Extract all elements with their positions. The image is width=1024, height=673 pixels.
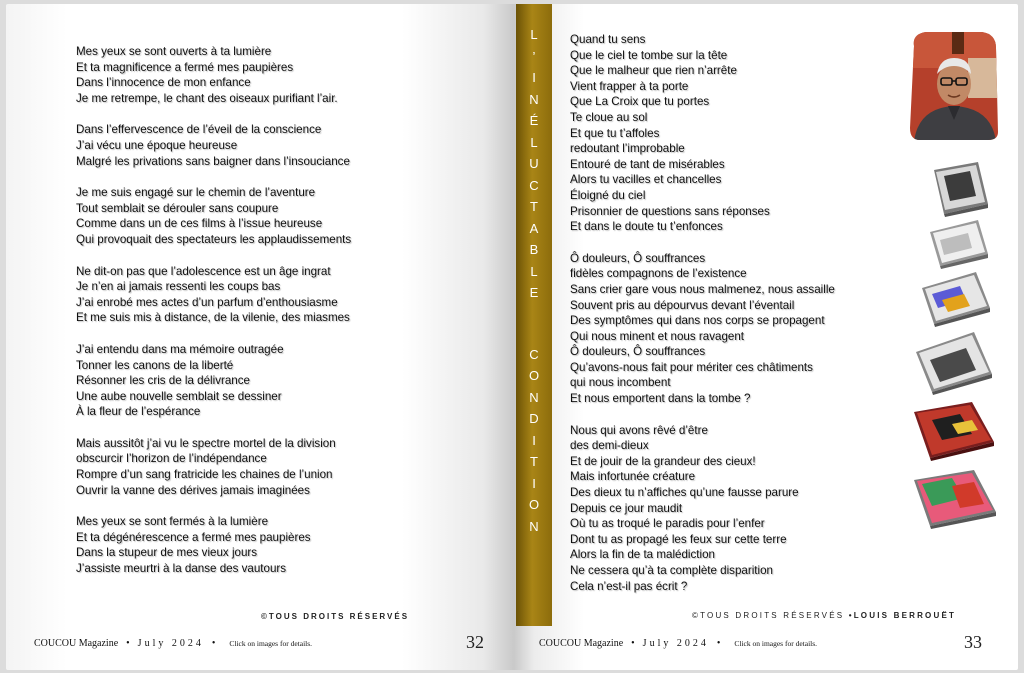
footer-separator: • — [631, 638, 635, 649]
right-footer — [539, 638, 817, 649]
title-letter: B — [529, 242, 539, 257]
poem-line: redoutant l’improbable — [570, 142, 685, 156]
book-cover-1-icon[interactable] — [930, 160, 992, 218]
book-cover-4-icon[interactable] — [914, 330, 996, 396]
poem-line: Où tu as troqué le paradis pour l’enfer — [570, 517, 765, 531]
page-number-right: 33 — [964, 632, 982, 652]
poem-line: Et me suis mis à distance, de la vilenie, des miasmes — [76, 311, 350, 325]
poem-line: Prisonnier de questions sans réponses — [570, 204, 770, 218]
title-letter: C — [529, 346, 539, 362]
title-letter — [516, 304, 552, 344]
poem-line: Dans l’innocence de mon enfance — [76, 76, 251, 90]
footer-date: July 2024 — [137, 638, 204, 649]
poem-line: Et dans le doute tu t’enfonces — [570, 220, 723, 234]
left-copyright: ©TOUS DROITS RÉSERVÉS — [261, 612, 410, 621]
title-letter: N — [529, 389, 539, 405]
poem-line: Et que tu t’affoles — [570, 126, 660, 140]
poem-line: Souvent pris au dépourvus devant l’éventail — [570, 298, 795, 312]
stanza — [570, 423, 835, 595]
poem-line: Malgré les privations sans baigner dans l’insouciance — [76, 154, 350, 168]
poem-line: Sans crier gare vous nous malmenez, nous assaille — [570, 282, 835, 296]
poem-line: obscurcir l’horizon de l’indépendance — [76, 452, 267, 466]
poem-line: Mais infortunée créature — [570, 470, 696, 484]
poem-line: Qui provoquait des spectateurs les applaudissements — [76, 232, 352, 246]
author-credit: •LOUIS BERROUËT — [848, 611, 957, 620]
title-letter: N — [529, 91, 539, 107]
poem-line: Ne cessera qu’à ta complète disparition — [570, 564, 773, 577]
stanza — [76, 342, 351, 420]
poem-line: Éloigné du ciel — [570, 188, 646, 202]
book-cover-5-icon[interactable] — [912, 400, 998, 462]
poem-line: Et ta dégénérescence a fermé mes paupières — [76, 530, 311, 544]
stanza — [76, 514, 351, 576]
poem-line: J’ai vécu une époque heureuse — [76, 138, 238, 152]
title-letter: ’ — [532, 48, 536, 64]
poem-line: Et de jouir de la grandeur des cieux! — [570, 454, 756, 468]
poem-line: Entouré de tant de misérables — [570, 157, 725, 171]
book-cover-2-icon[interactable] — [928, 218, 992, 270]
poem-line: Dans l’effervescence de l’éveil de la conscience — [76, 123, 322, 137]
stanza-lines — [76, 436, 351, 498]
poem-line: Tonner les canons de la liberté — [76, 358, 234, 372]
poem-line: Nous qui avons rêvé d’être — [570, 423, 708, 437]
title-letter: N — [529, 518, 539, 534]
title-letter: D — [529, 411, 539, 426]
poem-line: Tout semblait se dérouler sans coupure — [76, 201, 279, 215]
poem-line: Que le malheur que rien n’arrête — [570, 64, 737, 78]
stanza — [76, 122, 351, 169]
stanza-lines — [76, 44, 351, 106]
poem-line: Et ta magnificence a fermé mes paupières — [76, 60, 294, 74]
poem-line: Et nous emportent dans la tombe ? — [570, 392, 751, 406]
title-letter: A — [529, 220, 539, 236]
right-poem — [570, 32, 835, 610]
poem-line: J’assiste meurtri à la danse des vautours — [76, 562, 287, 576]
poem-line: Je me suis engagé sur le chemin de l’aventure — [76, 186, 316, 200]
title-letter: T — [530, 454, 538, 469]
poem-line: Je me retrempe, le chant des oiseaux purifiant l’air. — [76, 91, 338, 105]
poem-line: Qu’avons-nous fait pour mériter ces châtiments — [570, 360, 813, 374]
footer-magazine-name: COUCOU Magazine — [539, 638, 624, 649]
right-copyright-text: ©TOUS DROITS RÉSERVÉS — [692, 611, 845, 620]
author-portrait-icon[interactable] — [908, 28, 1000, 142]
footer-magazine-name: COUCOU Magazine — [34, 638, 119, 649]
book-cover-3-icon[interactable] — [920, 270, 994, 328]
footer-note: Click on images for details. — [734, 639, 818, 648]
stanza — [570, 32, 835, 235]
poem-line: Rompre d’un sang fratricide les chaines de l’union — [76, 468, 333, 482]
poem-line: Alors la fin de ta malédiction — [570, 548, 715, 562]
poem-line: des demi-dieux — [570, 439, 649, 453]
poem-line: Des dieux tu n’affiches qu’une fausse parure — [570, 486, 799, 500]
stanza — [76, 264, 351, 326]
poem-line: Quand tu sens — [570, 33, 646, 46]
poem-line: Te cloue au sol — [570, 110, 648, 124]
title-letter: L — [530, 27, 538, 42]
poem-line: Mes yeux se sont fermés à la lumière — [76, 515, 269, 529]
footer-separator: • — [126, 638, 130, 649]
book-cover-6-icon[interactable] — [912, 468, 1000, 530]
poem-line: Dans la stupeur de mes vieux jours — [76, 546, 258, 560]
title-band — [516, 4, 552, 626]
poem-line: Que le ciel te tombe sur la tête — [570, 48, 728, 62]
poem-line: Dont tu as propagé les feux sur cette terre — [570, 532, 787, 546]
title-letter: U — [529, 156, 539, 171]
title-letter: L — [530, 134, 538, 150]
footer-note: Click on images for details. — [229, 639, 313, 648]
poem-line: Ô douleurs, Ô souffrances — [570, 251, 706, 265]
poem-line: Depuis ce jour maudit — [570, 501, 683, 515]
poem-line: À la fleur de l’espérance — [76, 405, 201, 419]
poem-line: Une aube nouvelle semblait se dessiner — [76, 389, 282, 403]
footer-separator: • — [211, 638, 216, 649]
poem-line: Alors tu vacilles et chancelles — [570, 173, 722, 187]
poem-line: J’ai enrobé mes actes d’un parfum d’enthousiasme — [76, 295, 338, 309]
left-footer — [34, 638, 312, 649]
poem-line: Je n’en ai jamais ressenti les coups bas — [76, 280, 281, 294]
poem-line: Qui nous minent et nous ravagent — [570, 329, 745, 343]
left-page — [6, 4, 514, 670]
poem-line: Que La Croix que tu portes — [570, 95, 710, 109]
title-letter: É — [529, 113, 539, 128]
poem-line: Vient frapper à ta porte — [570, 79, 689, 93]
left-poem — [76, 44, 351, 593]
poem-line: Ouvrir la vanne des dérives jamais imaginées — [76, 483, 310, 497]
footer-separator: • — [716, 638, 721, 649]
stanza-lines — [570, 423, 835, 595]
stanza-lines — [76, 514, 351, 576]
stanza-lines — [76, 185, 351, 247]
poem-line: Comme dans un de ces films à l’issue heureuse — [76, 217, 323, 231]
poem-line: Mes yeux se sont ouverts à ta lumière — [76, 45, 272, 58]
title-letter: L — [530, 263, 538, 279]
stanza-lines — [76, 342, 351, 420]
title-letter: O — [528, 368, 540, 383]
poem-line: Résonner les cris de la délivrance — [76, 374, 250, 388]
stanza-lines — [76, 122, 351, 169]
title-letter: O — [528, 497, 540, 512]
poem-line: J’ai entendu dans ma mémoire outragée — [76, 342, 284, 356]
poem-line: qui nous incombent — [570, 376, 671, 390]
vertical-poem-title — [516, 24, 552, 537]
poem-line: Ne dit-on pas que l’adolescence est un âge ingrat — [76, 264, 331, 278]
title-letter: C — [529, 177, 539, 193]
right-copyright — [692, 611, 956, 620]
footer-date: July 2024 — [642, 638, 709, 649]
stanza — [76, 44, 351, 106]
stanza — [570, 251, 835, 407]
page-number-left: 32 — [466, 632, 484, 652]
title-letter: I — [532, 475, 536, 491]
title-letter: I — [532, 70, 536, 85]
stanza-lines — [570, 251, 835, 407]
poem-line: Mais aussitôt j’ai vu le spectre mortel de la division — [76, 436, 336, 450]
stanza — [76, 436, 351, 498]
stanza-lines — [570, 32, 835, 235]
poem-line: Ô douleurs, Ô souffrances — [570, 345, 706, 359]
title-letter: E — [529, 285, 539, 300]
title-letter: I — [532, 432, 536, 448]
stanza — [76, 185, 351, 247]
poem-line: fidèles compagnons de l’existence — [570, 267, 747, 281]
poem-line: Des symptômes qui dans nos corps se propagent — [570, 314, 825, 328]
title-letter: T — [530, 199, 538, 214]
stanza-lines — [76, 264, 351, 326]
poem-line: Cela n’est-il pas écrit ? — [570, 579, 688, 593]
